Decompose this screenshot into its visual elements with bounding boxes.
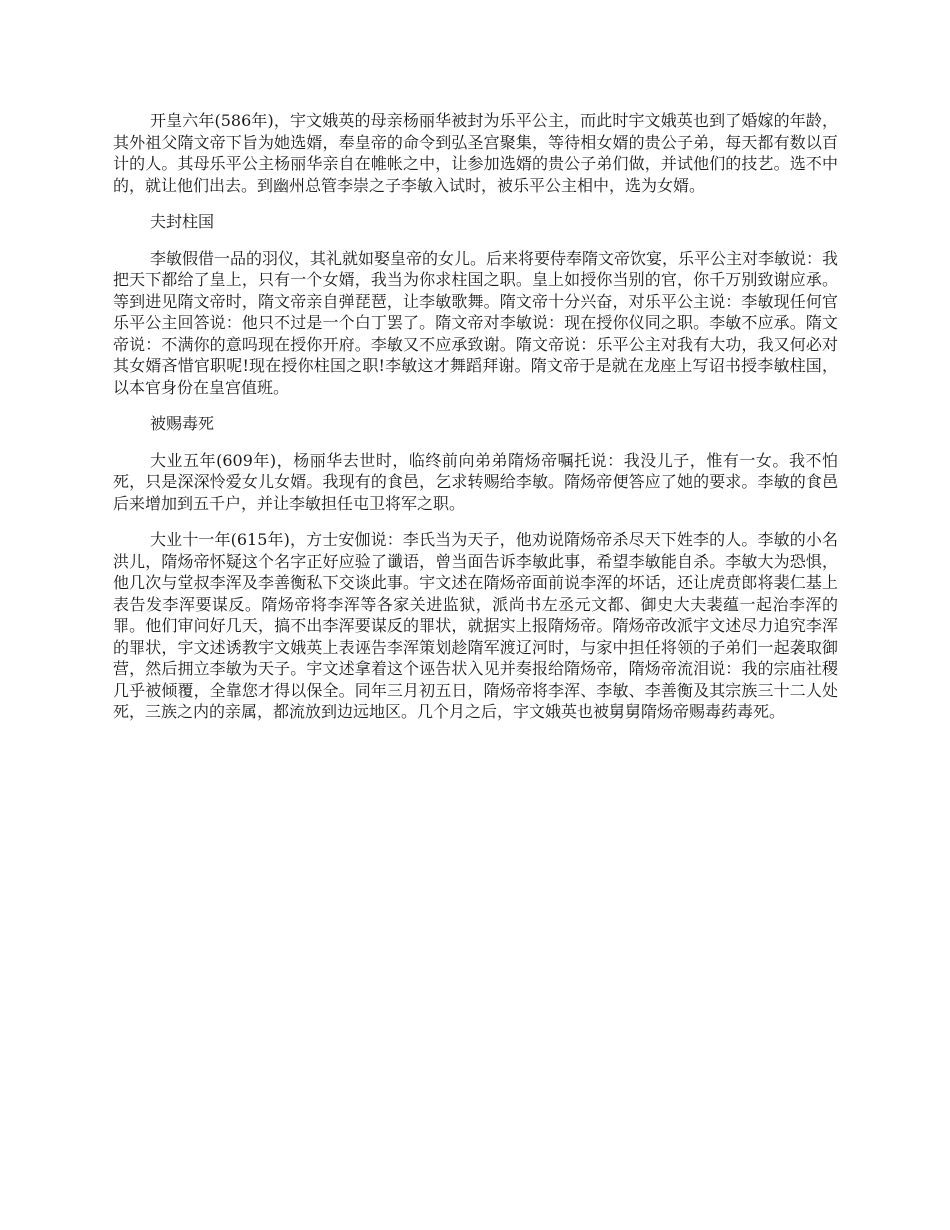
document-body — [113, 110, 838, 738]
section-heading-poison: 被赐毒死 — [150, 414, 215, 433]
paragraph-daye-eleven: 大业十一年(615年)，方士安伽说：李氏当为天子，他劝说隋炀帝杀尽天下姓李的人。李敏的小名洪儿，隋炀帝怀疑这个名字正好应验了谶语，曾当面告诉李敏此事，希望李敏能自杀。李敏大为恐惧，他几次与堂叔李浑及李善衡私下交谈此事。宇文述在隋炀帝面前说李浑的坏话，还让虎贲郎将裴仁基上表告发李浑要谋反。隋炀帝将李浑等各家关进监狱，派尚书左丞元文都、御史大夫裴蕴一起治李浑的罪。他们审问好几天，搞不出李浑要谋反的罪状，就据实上报隋炀帝。隋炀帝改派宇文述尽力追究李浑的罪状，宇文述诱教宇文娥英上表诬告李浑策划趁隋军渡辽河时，与家中担任将领的子弟们一起袭取御营，然后拥立李敏为天子。宇文述拿着这个诬告状入见并奏报给隋炀帝，隋炀帝流泪说：我的宗庙社稷几乎被倾覆，全靠您才得以保全。同年三月初五日，隋炀帝将李浑、李敏、李善衡及其宗族三十二人处死，三族之内的亲属，都流放到边远地区。几个月之后，宇文娥英也被舅舅隋炀帝赐毒药毒死。 — [113, 530, 838, 721]
paragraph-selection: 开皇六年(586年)，宇文娥英的母亲杨丽华被封为乐平公主，而此时宇文娥英也到了婚嫁的年龄，其外祖父隋文帝下旨为她选婿，奉皇帝的命令到弘圣宫聚集，等待相女婿的贵公子弟，每天都有数以百计的人。其母乐平公主杨丽华亲自在帷帐之中，让参加选婿的贵公子弟们做，并试他们的技艺。选不中的，就让他们出去。到幽州总管李崇之子李敏入试时，被乐平公主相中，选为女婿。 — [113, 111, 838, 195]
paragraph-daye-five: 大业五年(609年)，杨丽华去世时，临终前向弟弟隋炀帝嘱托说：我没儿子，惟有一女。我不怕死，只是深深怜爱女儿女婿。我现有的食邑，乞求转赐给李敏。隋炀帝便答应了她的要求。李敏的食邑后来增加到五千户，并让李敏担任屯卫将军之职。 — [113, 450, 838, 513]
section-heading-pillar: 夫封柱国 — [150, 212, 215, 231]
paragraph-pillar: 李敏假借一品的羽仪，其礼就如娶皇帝的女儿。后来将要侍奉隋文帝饮宴，乐平公主对李敏说：我把天下都给了皇上，只有一个女婿，我当为你求柱国之职。皇上如授你当别的官，你千万别致谢应承。等到进见隋文帝时，隋文帝亲自弹琵琶，让李敏歌舞。隋文帝十分兴奋，对乐平公主说：李敏现任何官乐平公主回答说：他只不过是一个白丁罢了。隋文帝对李敏说：现在授你仪同之职。李敏不应承。隋文帝说：不满你的意吗现在授你开府。李敏又不应承致谢。隋文帝说：乐平公主对我有大功，我又何必对其女婿吝惜官职呢!现在授你柱国之职!李敏这才舞蹈拜谢。隋文帝于是就在龙座上写诏书授李敏柱国，以本官身份在皇宫值班。 — [113, 248, 839, 397]
